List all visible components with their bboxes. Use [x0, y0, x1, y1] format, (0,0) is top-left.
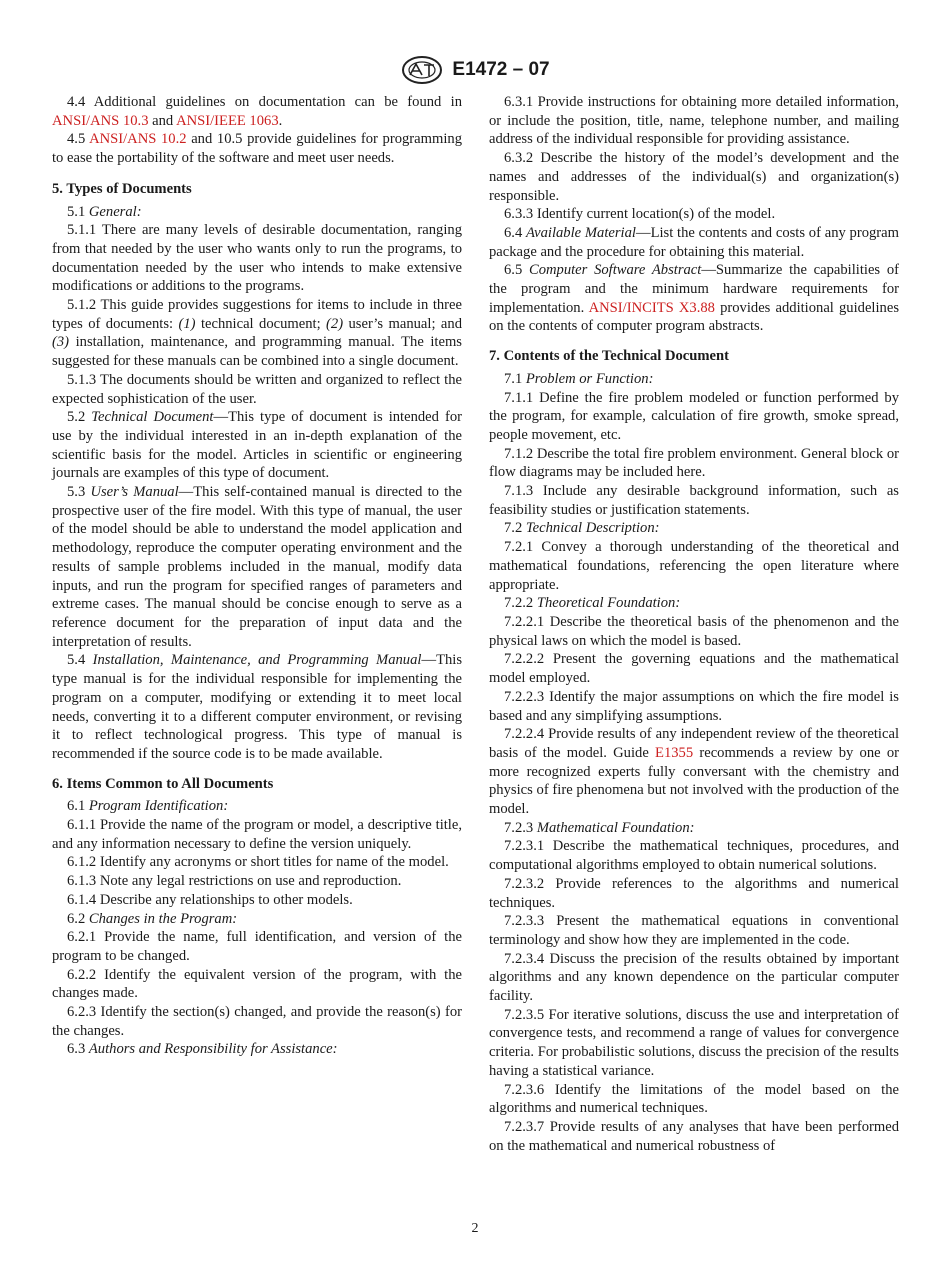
paragraph-5-4: 5.4 Installation, Maintenance, and Programming Manual—This type manual is for the individual responsible for implementing the program on a computer, modifying or extending it to meet local needs, converting it to a different computer environment, or revising it to reflect technological progress. This type of manual is recommended if the source code is to be made available.: [52, 652, 463, 762]
paragraph-6-1: 6.1 Program Identification:: [67, 798, 229, 815]
paragraph-6-1-3: 6.1.3 Note any legal restrictions on use and reproduction.: [67, 873, 402, 890]
standard-designation: E1472 – 07: [452, 59, 550, 80]
paragraph-7-2-3-6: 7.2.3.6 Identify the limitations of the model based on the algorithms and numerical techniques.: [489, 1081, 899, 1117]
paragraph-7-2-3: 7.2.3 Mathematical Foundation:: [504, 819, 695, 836]
paragraph-7-2-1: 7.2.1 Convey a thorough understanding of the theoretical and mathematical foundations, referencing the open literature where appropriate.: [489, 539, 899, 593]
paragraph-7-2-3-4: 7.2.3.4 Discuss the precision of the results obtained by important algorithms and any known dependence on the particular computer facility.: [489, 950, 899, 1005]
paragraph-5-1-3: 5.1.3 The documents should be written and organized to reflect the expected sophistication of the user.: [52, 371, 462, 407]
paragraph-7-2-3-3: 7.2.3.3 Present the mathematical equations in conventional terminology and show how they are implemented in the code.: [489, 913, 899, 948]
paragraph-7-2-2-1: 7.2.2.1 Describe the theoretical basis of the phenomenon and the physical laws on which the model is based.: [489, 613, 899, 649]
ref-ansi-ans-10-3-link[interactable]: ANSI/ANS 10.3: [52, 112, 149, 129]
paragraph-6-3-3: 6.3.3 Identify current location(s) of the model.: [504, 206, 776, 223]
paragraph-6-1-4: 6.1.4 Describe any relationships to other models.: [67, 891, 353, 908]
paragraph-5-3: 5.3 User’s Manual—This self-contained manual is directed to the prospective user of the fire model. With this type of manual, the user of the model should be able to understand the model application and methodology, reproduce the computer operating environment and the results of sample problems included in the manual, modify data inputs, and run the program for specified ranges of parameters and extreme cases. The manual should be concise enough to serve as a reference document for the preparation of input data and the interpretation of results.: [52, 484, 462, 650]
section-heading-7: 7. Contents of the Technical Document: [489, 348, 729, 365]
section-heading-6: 6. Items Common to All Documents: [52, 775, 274, 792]
paragraph-5-2: 5.2 Technical Document—This type of document is intended for use by the individual interested in an in-depth explanation of the scientific basis for the model. Articles in scientific or engineering journals are examples of this type of document.: [52, 409, 462, 482]
paragraph-5-1: 5.1 General:: [67, 203, 142, 220]
paragraph-7-2-2-3: 7.2.2.3 Identify the major assumptions on which the fire model is based and any simplifying assumptions.: [489, 688, 899, 724]
paragraph-4-5: 4.5 ANSI/ANS 10.2 and 10.5 provide guidelines for programming to ease the portability of the software and meet user needs.: [52, 131, 462, 167]
right-column: [489, 93, 899, 1155]
paragraph-7-1-3: 7.1.3 Include any desirable background information, such as feasibility studies or justification statements.: [489, 483, 899, 518]
paragraph-7-1-1: 7.1.1 Define the fire problem modeled or function performed by the program, for example, calculation of fire growth, smoke spread, people movement, etc.: [489, 389, 899, 443]
paragraph-7-2-3-2: 7.2.3.2 Provide references to the algorithms and numerical techniques.: [489, 875, 899, 911]
paragraph-6-5: 6.5 Computer Software Abstract—Summarize the capabilities of the program and the minimum hardware requirements for implementation. ANSI/INCITS X3.88 provides additional guidelines on the contents of computer program abstracts.: [489, 262, 899, 335]
astm-logo-icon: [400, 55, 444, 85]
paragraph-6-1-2: 6.1.2 Identify any acronyms or short titles for name of the model.: [67, 854, 449, 871]
page-header: [0, 55, 950, 85]
paragraph-5-1-1: 5.1.1 There are many levels of desirable documentation, ranging from that needed by the user who wants only to run the programs, to documentation needed by the user who intends to make extensive modifications or additions to the programs.: [52, 222, 462, 295]
paragraph-6-1-1: 6.1.1 Provide the name of the program or model, a descriptive title, and any information necessary to define the version uniquely.: [52, 817, 462, 852]
paragraph-6-2-2: 6.2.2 Identify the equivalent version of the program, with the changes made.: [52, 966, 462, 1002]
paragraph-6-3-2: 6.3.2 Describe the history of the model’s development and the names and addresses of the individual(s) and organization(s) responsible.: [489, 150, 899, 204]
paragraph-7-1: 7.1 Problem or Function:: [504, 370, 654, 387]
paragraph-6-3-1: 6.3.1 Provide instructions for obtaining more detailed information, or include the position, title, name, telephone number, and mailing address of the individual responsible for providing assistance.: [489, 94, 899, 148]
paragraph-6-3: 6.3 Authors and Responsibility for Assistance:: [67, 1041, 338, 1058]
paragraph-7-2-3-1: 7.2.3.1 Describe the mathematical techniques, procedures, and computational algorithms employed to obtain numerical solutions.: [489, 838, 899, 874]
paragraph-7-2-2-4: 7.2.2.4 Provide results of any independent review of the theoretical basis of the model. Guide E1355 recommends a review by one or more recognized experts fully conversant with the chemistry and physics of fire phenomena but not involved with the production of the model.: [489, 726, 899, 818]
paragraph-7-2-3-7: 7.2.3.7 Provide results of any analyses that have been performed on the mathematical and numerical robustness of: [489, 1118, 899, 1154]
ref-ansi-ans-10-2-link[interactable]: ANSI/ANS 10.2: [89, 131, 187, 148]
paragraph-7-2: 7.2 Technical Description:: [504, 520, 660, 537]
ref-ansi-ieee-1063-link[interactable]: ANSI/IEEE 1063: [176, 112, 279, 129]
paragraph-5-1-2: 5.1.2 This guide provides suggestions for items to include in three types of documents: (1) technical document; (2) user’s manual; and (3) installation, maintenance, and programming manual. The items suggested for these manuals can be combined into a single document.: [52, 297, 462, 370]
paragraph-7-2-2: 7.2.2 Theoretical Foundation:: [504, 595, 681, 612]
paragraph-7-2-3-5: 7.2.3.5 For iterative solutions, discuss the use and interpretation of convergence tests, and recommend a range of values for convergence criteria. For probabilistic solutions, discuss the precision of the results having a statistical variance.: [489, 1006, 899, 1079]
paragraph-7-1-2: 7.1.2 Describe the total fire problem environment. General block or flow diagrams may be included here.: [489, 445, 899, 481]
paragraph-7-2-2-2: 7.2.2.2 Present the governing equations and the mathematical model employed.: [489, 651, 899, 687]
section-heading-5: 5. Types of Documents: [52, 180, 192, 197]
paragraph-6-4: 6.4 Available Material—List the contents and costs of any program package and the procedure for obtaining this material.: [489, 224, 899, 260]
paragraph-6-2-3: 6.2.3 Identify the section(s) changed, and provide the reason(s) for the changes.: [52, 1004, 462, 1039]
left-column: [52, 93, 462, 1059]
ref-ansi-incits-x3-88-link[interactable]: ANSI/INCITS X3.88: [588, 299, 715, 316]
paragraph-4-4: 4.4 Additional guidelines on documentation can be found in ANSI/ANS 10.3 and ANSI/IEEE 1063.: [52, 94, 462, 129]
ref-e1355-link[interactable]: E1355: [655, 744, 694, 761]
page-number: 2: [471, 1221, 479, 1236]
paragraph-6-2-1: 6.2.1 Provide the name, full identification, and version of the program to be changed.: [52, 929, 462, 964]
paragraph-6-2: 6.2 Changes in the Program:: [67, 910, 238, 927]
